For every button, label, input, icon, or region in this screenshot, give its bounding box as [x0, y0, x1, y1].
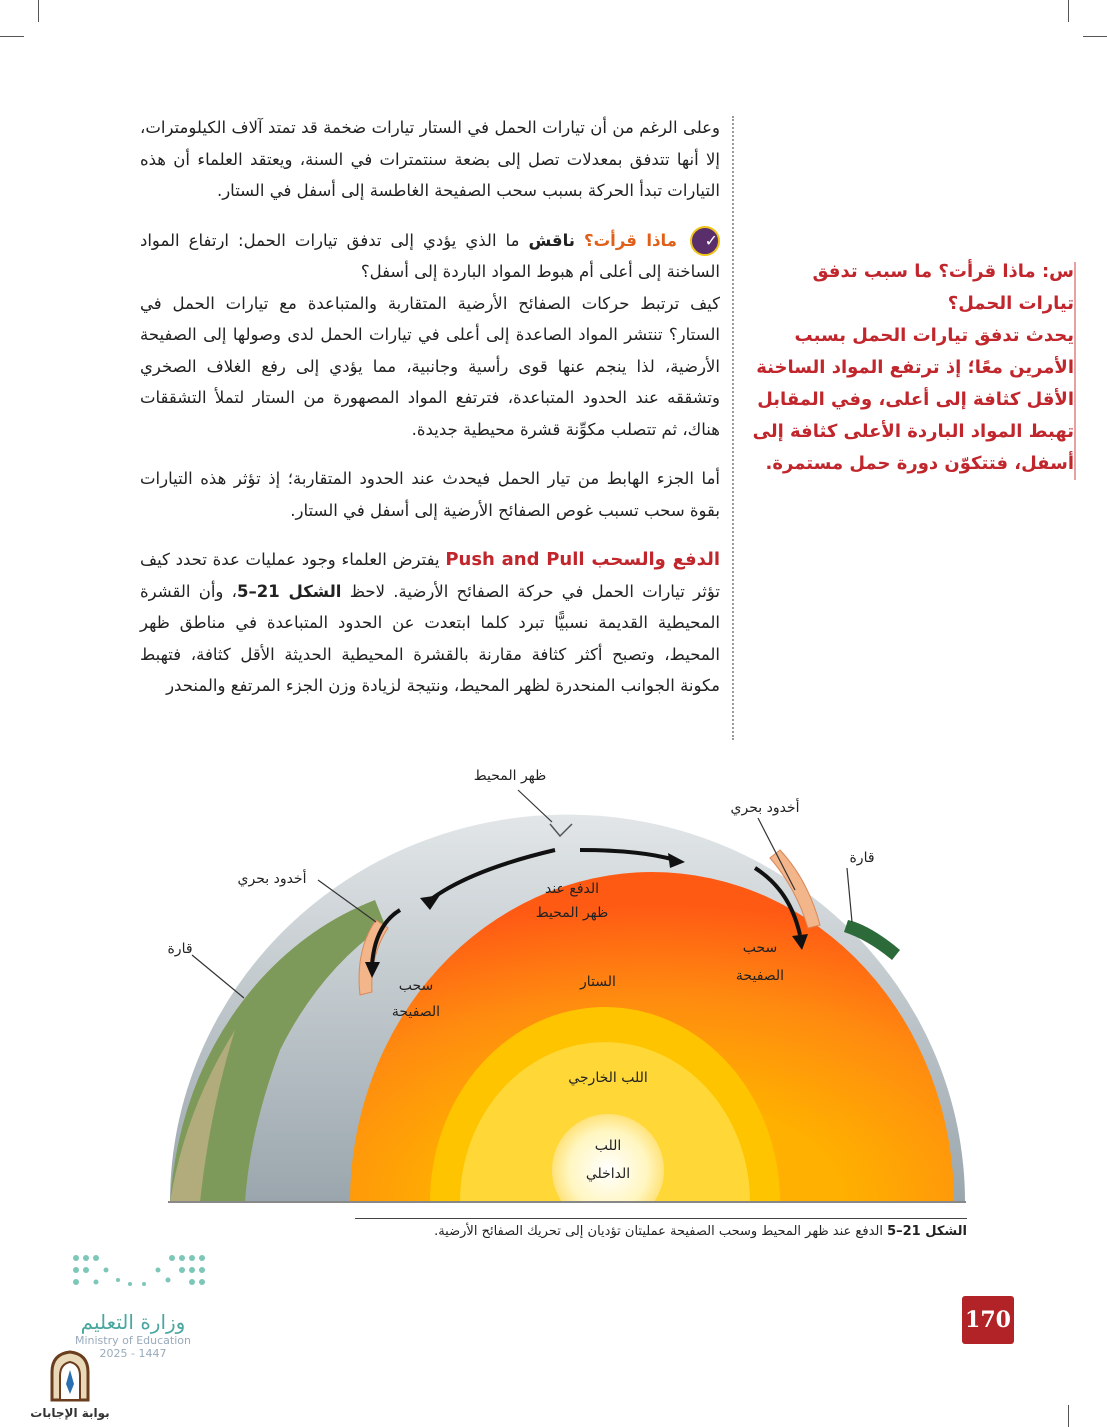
label-ridge-push-2: ظهر المحيط [535, 905, 609, 921]
portal-watermark [30, 1350, 110, 1420]
discuss-label: ناقش [528, 230, 575, 250]
leader-line [847, 868, 852, 922]
label-ridge-push-1: الدفع عند [544, 881, 600, 897]
label-slab-pull-right-1: سحب [742, 940, 778, 956]
figure-reference: الشكل 21–5 [236, 581, 342, 601]
label-outer-core: اللب الخارجي [568, 1070, 648, 1086]
ministry-logo [58, 1250, 208, 1360]
caption-text: الدفع عند ظهر المحيط وسحب الصفيحة عمليتان تؤديان إلى تحريك الصفائح الأرضية. [434, 1224, 888, 1239]
column-divider [732, 116, 734, 740]
push-pull-text-b: ، وأن القشرة المحيطية القديمة نسبيًّا تبرد كلما ابتعدت عن الحدود المتباعدة في مناطق ظهر المحيط، وتصبح أكثر كثافة مقارنة بالقشرة المحيطية الحديثة الأقل كثافة، فتهبط مكونة الجوانب المنحدرة لظهر المحيط، ونتيجة لزيادة وزن الجزء المرتفع والمنحدر [140, 581, 720, 695]
reading-check-text: ما الذي يؤدي إلى تدفق تيارات الحمل: ارتفاع المواد الساخنة إلى أعلى أم هبوط المواد الباردة إلى أسفل؟ [140, 230, 720, 281]
label-trench-left: أخدود بحري [237, 871, 307, 887]
label-ridge: ظهر المحيط [473, 768, 547, 784]
label-slab-pull-left-2: الصفيحة [391, 1004, 441, 1020]
note-bar [1074, 262, 1076, 480]
label-inner-core-2: الداخلي [585, 1166, 631, 1182]
earth-diagram [140, 750, 980, 1210]
label-inner-core-1: اللب [594, 1138, 622, 1154]
figure-caption [355, 1218, 967, 1245]
crop-mark [0, 36, 24, 37]
main-text-column [140, 112, 720, 702]
crop-mark [1068, 1405, 1069, 1427]
paragraph-plate-movements: كيف ترتبط حركات الصفائح الأرضية المتقاربة والمتباعدة مع تيارات الحمل في الستار؟ تنتشر المواد الصاعدة إلى أعلى في تيارات الحمل لدى وصولها إلى الصفيحة الأرضية، لذا ينجم عنها قوى رأسية وجانبية، مما يؤدي إلى رفع الغلاف الصخري وتشققه عند الحدود المتباعدة، فترتفع المواد المصهورة من الستار لتملأ التشققات هناك، ثم تتصلب مكوِّنة قشرة محيطية جديدة. [140, 293, 720, 439]
label-slab-pull-left-1: سحب [398, 978, 434, 994]
paragraph-reading-check [140, 225, 720, 288]
paragraph-downward-current: أما الجزء الهابط من تيار الحمل فيحدث عند الحدود المتقاربة؛ إذ تؤثر هذه التيارات بقوة سحب تسبب غوص الصفائح الأرضية إلى أسفل في الستار. [140, 469, 720, 520]
label-continent-left: قارة [167, 941, 193, 957]
earth-cross-section-figure [140, 750, 980, 1210]
caption-number: الشكل 21–5 [887, 1224, 967, 1239]
reading-check-label: ماذا قرأت؟ [584, 230, 677, 250]
crop-mark [38, 0, 39, 22]
note-question: س: ماذا قرأت؟ ما سبب تدفق تيارات الحمل؟ [812, 261, 1074, 314]
crop-mark [1083, 36, 1107, 37]
label-mantle: الستار [580, 974, 616, 990]
label-continent-right: قارة [849, 850, 875, 866]
check-icon: ✓ [690, 226, 720, 256]
paragraph-push-pull [140, 544, 720, 702]
push-pull-heading: الدفع والسحب Push and Pull [445, 549, 721, 570]
paragraph-convection-intro: وعلى الرغم من أن تيارات الحمل في الستار تيارات ضخمة قد تمتد آلاف الكيلومترات، إلا أنها تتدفق بمعدلات تصل إلى بضعة سنتمترات في السنة، ويعتقد العلماء أن هذه التيارات تبدأ الحركة بسبب سحب الصفيحة الغاطسة إلى أسفل في الستار. [140, 118, 720, 200]
ministry-name-en: Ministry of Education [74, 1334, 191, 1347]
note-answer: يحدث تدفق تيارات الحمل بسبب الأمرين معًا؛ إذ ترتفع المواد الساخنة الأقل كثافة إلى أعلى، وفي المقابل تهبط المواد الباردة الأعلى كثافة إلى أسفل، فتتكوّن دورة حمل مستمرة. [752, 325, 1074, 474]
portal-label: بوابة الإجابات [30, 1406, 110, 1420]
label-slab-pull-right-2: الصفيحة [735, 968, 785, 984]
ministry-dots-icon [68, 1250, 208, 1296]
side-answer-note [752, 256, 1074, 480]
crop-mark [1068, 0, 1069, 22]
push-pull-text-a: يفترض العلماء وجود عمليات عدة تحدد كيف تؤثر تيارات الحمل في حركة الصفائح الأرضية. لاحظ [140, 550, 720, 601]
label-trench-right: أخدود بحري [730, 800, 800, 816]
ministry-name-ar: وزارة التعليم [80, 1310, 186, 1334]
ministry-year: 2025 - 1447 [99, 1347, 167, 1360]
mosque-arch-icon [48, 1350, 92, 1402]
leader-line [192, 955, 244, 998]
page-number: 170 [962, 1296, 1014, 1344]
